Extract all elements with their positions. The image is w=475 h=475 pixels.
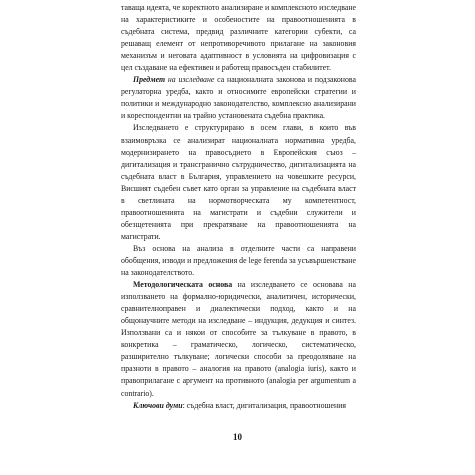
term-of-research: на изследване: [165, 75, 215, 85]
page-number: 10: [233, 432, 242, 442]
paragraph-structure: [121, 122, 356, 242]
paragraph-methodology: [121, 279, 356, 399]
body-text: [121, 2, 356, 412]
paragraph-text: са националната законова и подзаконова регулаторна уредба, както и относимите европейски стратегии и политики и международно законодателство, комплексно анализирани и кореспондентни на трайно установената съдебна практика.: [121, 75, 356, 121]
paragraph-text: Изследването е структурирано в осем глави, в които във взаимовръзка се анализират националната нормативна уредба, модернизирането на правосъдието в Европейския съюз – дигитализация и трансгранично сътрудничество, дигитализацията на съдебната власт в България, управлението на човешките ресурси, Висшият съдебен съвет като орган за управление на съдебната власт в светлината на нормотворческата му компетентност, правоотношенията на магистрати и съдебни служители и обезщетенията при прекратяване на правоотношенията на магистрати.: [121, 123, 356, 241]
paragraph-continuation: [121, 2, 356, 74]
paragraph-text: на изследването се основава на използването на формално-юридически, аналитичен, исторически, сравнителноправен и диалектически подход, както и на общонаучните методи на изследване – индукция, дедукция и синтез. Използвани са и някои от способите за тълкуване в правото, в конкретика – граматическо, логическо, систематическо, разширително тълкуване; логически способи за преодоляване на празноти в правото – аналогия на правото (analogia iuris), както и правоприлагане с аргумент на противното (analogia per argumentum a contrario).: [121, 280, 356, 398]
term-keywords: Ключови думи: [133, 400, 183, 410]
paragraph-keywords: [121, 400, 356, 412]
paragraph-subject: [121, 74, 356, 122]
paragraph-conclusions: [121, 243, 356, 279]
paragraph-text: : съдебна власт, дигитализация, правоотношения: [182, 400, 347, 410]
paragraph-text: Въз основа на анализа в отделните части са направени обобщения, изводи и предложения de lege ferenda за усъвършенстване на законодателството.: [121, 243, 356, 278]
term-methodology: Методологическата основа: [133, 280, 233, 290]
paragraph-text: таваща идеята, че коректното анализиране и комплексното изследване на характеристиките и особеностите на правоотношенията в съдебната система, предвид различните категории субекти, са решаващ елемент от непротиворечивото прилагане на законовия механизъм и неговата адаптивност в условията на цифровизация с цел създаване на ефективен и работещ правосъден стабилитет.: [121, 3, 356, 73]
term-subject: Предмет: [133, 75, 166, 85]
